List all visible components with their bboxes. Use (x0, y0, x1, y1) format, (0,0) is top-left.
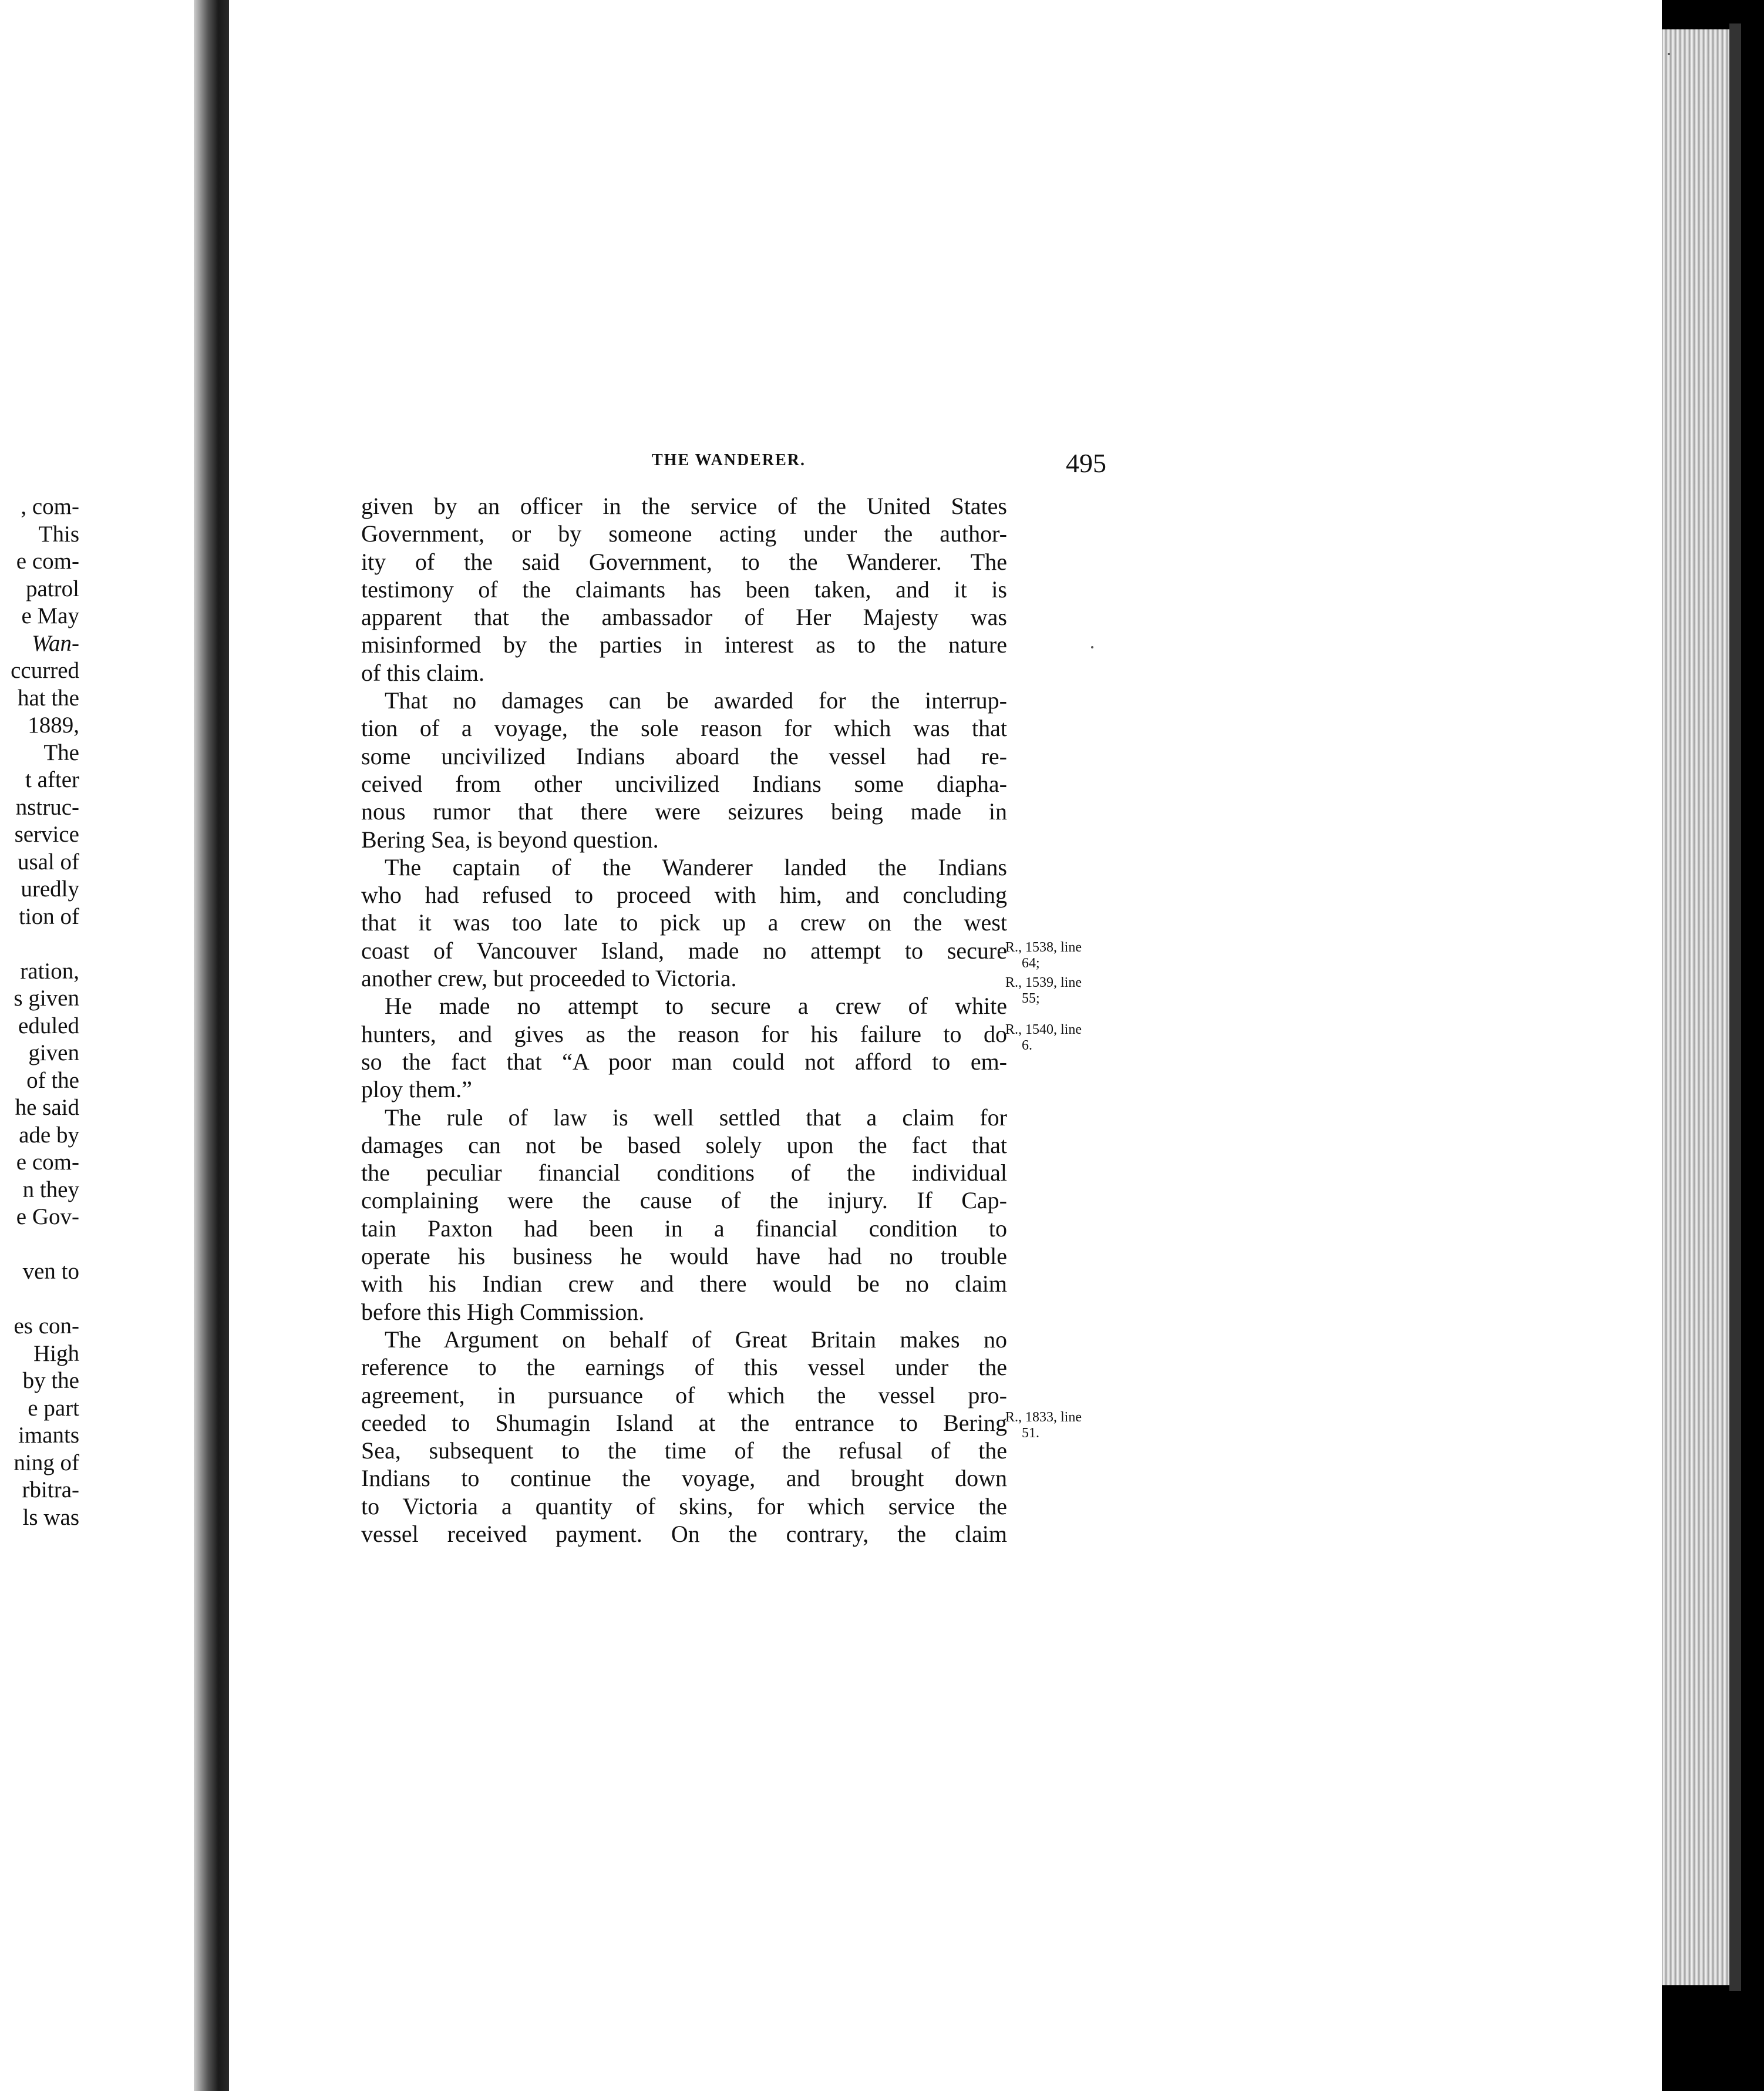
margin-note-line: R., 1540, line (1005, 1022, 1082, 1037)
body-line: coast of Vancouver Island, made no attempt to secure (361, 937, 1007, 964)
body-line: another crew, but proceeded to Victoria. (361, 965, 737, 992)
facing-page-fragment: imants (18, 1423, 79, 1448)
margin-note-1 (1005, 940, 1129, 971)
facing-page-fragment (0, 1231, 79, 1259)
facing-page-fragment: This (38, 521, 79, 547)
body-line: hunters, and gives as the reason for his failure to do (361, 1020, 1007, 1047)
body-line: The rule of law is well settled that a claim for (385, 1104, 1007, 1131)
facing-page-fragment: usal of (17, 849, 79, 875)
margin-note-4 (1005, 1410, 1129, 1441)
facing-page-fragment: t after (25, 767, 79, 792)
body-line: That no damages can be awarded for the interrup- (385, 687, 1007, 714)
facing-page-fragment: service (14, 822, 79, 847)
body-text (361, 492, 1007, 1548)
body-line: ploy them.” (361, 1076, 472, 1103)
facing-page-fragment: 1889, (28, 712, 79, 738)
facing-page-text-fragments (0, 493, 79, 1531)
facing-page-fragment: tion of (19, 903, 79, 929)
body-line: Bering Sea, is beyond question. (361, 826, 659, 853)
margin-note-3 (1005, 1022, 1129, 1054)
body-line: Indians to continue the voyage, and brought down (361, 1465, 1007, 1492)
page-edge-shadow (1729, 23, 1741, 1991)
body-line: misinformed by the parties in interest as to the nature (361, 631, 1007, 658)
facing-page-fragment: s given (14, 986, 79, 1011)
facing-page-fragment: e part (28, 1395, 79, 1421)
facing-page-fragment: rbitra- (22, 1477, 79, 1502)
body-line: apparent that the ambassador of Her Majesty was (361, 604, 1007, 631)
body-line: damages can not be based solely upon the fact that (361, 1131, 1007, 1158)
body-line: ity of the said Government, to the Wanderer. The (361, 548, 1007, 575)
body-line: complaining were the cause of the injury. If Cap- (361, 1187, 1007, 1214)
book-gutter (194, 0, 229, 2091)
facing-page-fragment: ccurred (11, 658, 79, 683)
body-line: given by an officer in the service of the United States (361, 493, 1007, 519)
body-line: The captain of the Wanderer landed the Indians (385, 853, 1007, 880)
facing-page-fragment: , com- (21, 494, 79, 519)
body-line: tain Paxton had been in a financial condition to (361, 1215, 1007, 1242)
facing-page-fragment: e Gov- (16, 1204, 79, 1229)
facing-page-fragment: ning of (14, 1450, 79, 1475)
facing-page-fragment: es con- (14, 1313, 79, 1339)
facing-page-fragment: e com- (16, 549, 79, 574)
speck-mark (1091, 646, 1093, 648)
facing-page-fragment: High (33, 1340, 79, 1366)
facing-page-fragment (0, 1286, 79, 1313)
body-line: nous rumor that there were seizures being made in (361, 798, 1007, 825)
speck-mark (1668, 53, 1670, 55)
body-line: to Victoria a quantity of skins, for which service the (361, 1492, 1007, 1519)
running-head: THE WANDERER. (652, 451, 806, 469)
facing-page-fragment (0, 930, 79, 958)
facing-page-left (0, 0, 211, 2091)
page-edges (1662, 29, 1731, 1985)
facing-page-fragment: nstruc- (15, 794, 79, 820)
margin-note-2 (1005, 975, 1129, 1007)
facing-page-fragment: by the (22, 1368, 79, 1393)
facing-page-fragment: of the (26, 1067, 79, 1093)
body-line: testimony of the claimants has been taken, and it is (361, 576, 1007, 603)
body-line: vessel received payment. On the contrary, the claim (361, 1520, 1007, 1547)
facing-page-fragment: ven to (22, 1259, 79, 1284)
margin-note-line: R., 1833, line (1005, 1410, 1082, 1425)
facing-page-fragment: ls was (22, 1504, 79, 1530)
facing-page-fragment: Wan- (32, 630, 79, 656)
body-line: so the fact that “A poor man could not afford to em- (361, 1048, 1007, 1075)
margin-note-line: 55; (1022, 991, 1040, 1006)
body-line: agreement, in pursuance of which the vessel pro- (361, 1381, 1007, 1408)
body-line: ceived from other uncivilized Indians some diapha- (361, 770, 1007, 797)
facing-page-fragment: The (43, 739, 79, 765)
margin-note-line: R., 1539, line (1005, 975, 1082, 990)
facing-page-fragment: given (28, 1040, 79, 1065)
body-line: the peculiar financial conditions of the individual (361, 1159, 1007, 1186)
margin-note-line: 64; (1022, 956, 1040, 971)
body-line: of this claim. (361, 659, 484, 686)
body-line: that it was too late to pick up a crew on the west (361, 909, 1007, 936)
facing-page-fragment: e com- (16, 1149, 79, 1175)
page-number: 495 (1066, 448, 1106, 478)
body-line: Sea, subsequent to the time of the refusal of the (361, 1437, 1007, 1464)
body-line: tion of a voyage, the sole reason for which was that (361, 715, 1007, 742)
facing-page-fragment: ade by (19, 1122, 79, 1148)
body-line: reference to the earnings of this vessel under the (361, 1354, 1007, 1381)
margin-note-line: 6. (1022, 1038, 1032, 1053)
facing-page-fragment: patrol (26, 576, 79, 601)
margin-note-line: 51. (1022, 1426, 1039, 1441)
facing-page-fragment: e May (21, 603, 79, 628)
facing-page-fragment: ration, (20, 958, 79, 984)
body-line: with his Indian crew and there would be no claim (361, 1270, 1007, 1297)
facing-page-fragment: he said (15, 1095, 79, 1120)
body-line: ceeded to Shumagin Island at the entrance to Bering (361, 1409, 1007, 1436)
body-line: operate his business he would have had no trouble (361, 1243, 1007, 1270)
margin-note-line: R., 1538, line (1005, 940, 1082, 955)
body-line: who had refused to proceed with him, and concluding (361, 882, 1007, 909)
facing-page-fragment: eduled (18, 1013, 79, 1038)
body-line: Government, or by someone acting under the author- (361, 520, 1007, 547)
facing-page-fragment: uredly (21, 876, 79, 902)
body-line: some uncivilized Indians aboard the vessel had re- (361, 742, 1007, 769)
body-line: The Argument on behalf of Great Britain makes no (385, 1326, 1007, 1353)
facing-page-fragment: hat the (17, 685, 79, 711)
facing-page-fragment: n they (22, 1176, 79, 1202)
body-line: He made no attempt to secure a crew of white (385, 993, 1007, 1020)
body-line: before this High Commission. (361, 1298, 645, 1325)
